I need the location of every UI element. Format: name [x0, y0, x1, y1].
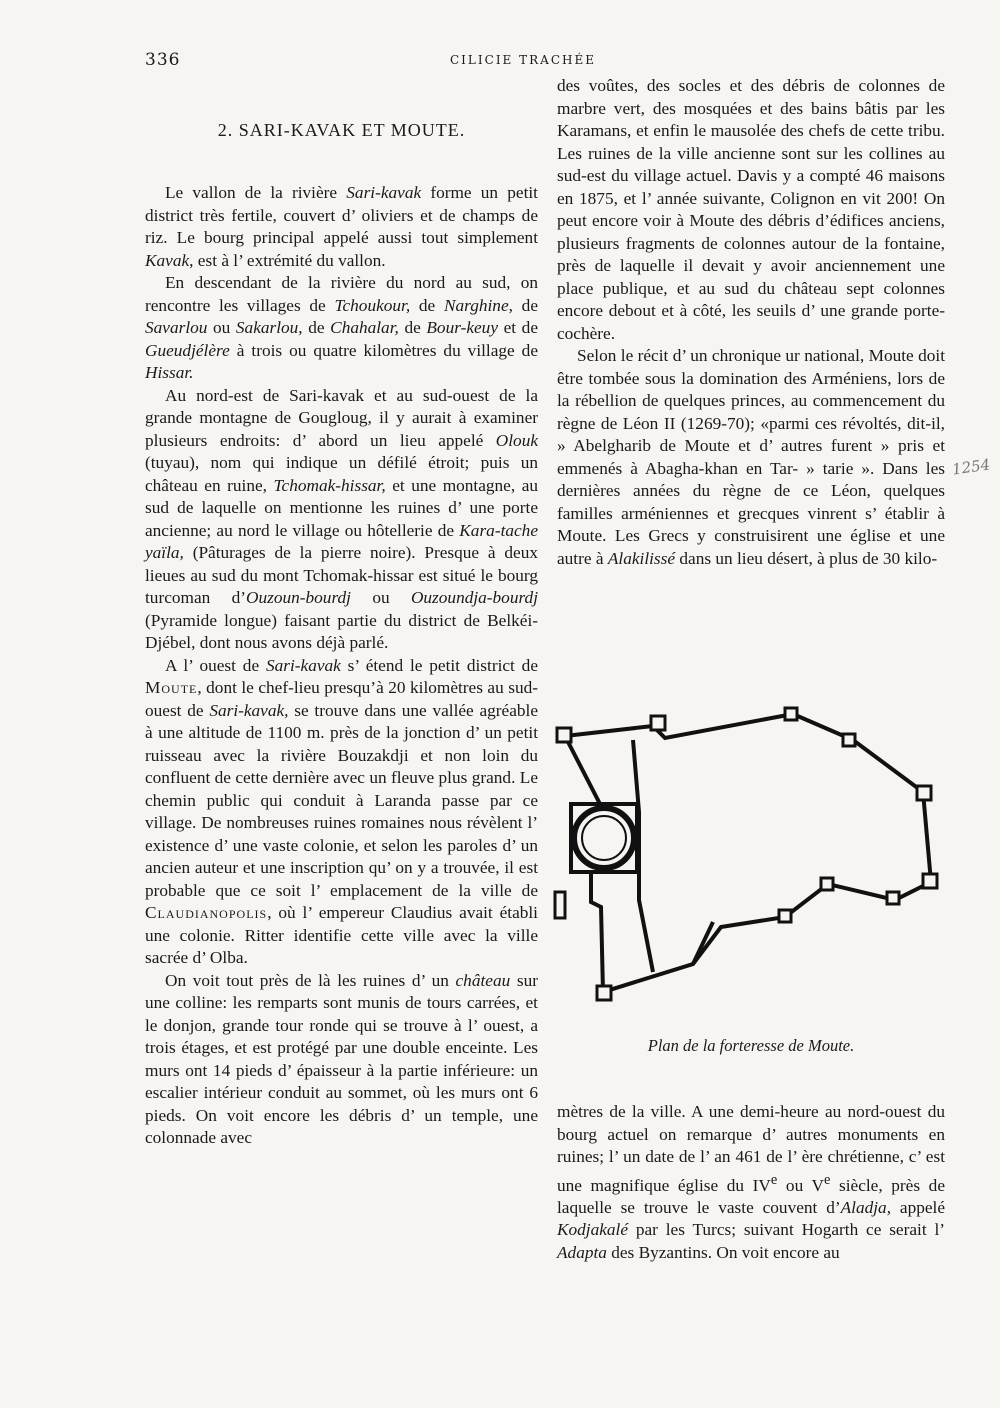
paragraph: A l’ ouest de Sari-kavak s’ étend le petit district de Moute, dont le chef-lieu presqu’à 20 kilomètres au sud-ouest de Sari-kavak, se trouve dans une vallée agréable à une altitude de 1100 m. près de la jonction d’ un petit ruisseau avec la rivière Bouzakdji et non loin du confluent de cette dernière avec un fleuve plus grand. Le chemin public qui conduit à Laranda passe par ce village. De nombreuses ruines romaines nous révèlent l’ existence d’ une vaste colonie, et selon les paroles d’ un ancien auteur et une inscription qu’ on y a trouvée, il est probable que ce soit l’ emplacement de la ville de Claudianopolis, où l’ empereur Claudius avait établi une colonie. Ritter identifie cette ville avec la ville sacrée d’ Olba.: [145, 655, 538, 967]
fortress-plan-figure: [553, 702, 945, 1018]
right-column-bottom: [557, 1101, 945, 1264]
tower: [557, 728, 571, 742]
tower: [779, 910, 791, 922]
handwritten-margin-note: 1254: [950, 455, 992, 479]
paragraph: des voûtes, des socles et des débris de colonnes de marbre vert, des mosquées et des bains bâtis par les Karamans, et enfin le mausolée des chefs de cette tribu. Les ruines de la ville ancienne sont sur les collines au sud-est du village actuel. Davis y a compté 46 maisons en 1875, et l’ année suivante, Colignon en vit 200! On peut encore voir à Moute des débris d’édifices anciens, plusieurs fragments de colonnes autour de la fontaine, près de laquelle il devait y avoir anciennement une place publique, et au sud du château sept colonnes encore debout et à côté, les seuils d’ une grande porte-cochère.: [557, 76, 945, 343]
tower: [887, 892, 899, 904]
page-number: 336: [145, 50, 181, 70]
running-head: CILICIE TRACHÉE: [450, 53, 596, 67]
paragraph: Au nord-est de Sari-kavak et au sud-ouest de la grande montagne de Gougloug, il y aurait à examiner plusieurs endroits: d’ abord un lieu appelé Olouk (tuyau), nom qui indique un défilé étroit; puis un château en ruine, Tchomak-hissar, et une montagne, au sud de laquelle on mentionne les ruines d’ une porte ancienne; au nord le village ou hôtellerie de Kara-tache yaïla, (Pâturages de la pierre noire). Presque à deux lieues au sud du mont Tchomak-hissar est situé le bourg turcoman d’Ouzoun-bourdj ou Ouzoundja-bourdj (Pyramide longue) faisant partie du district de Belkéi-Djébel, dont nous avons déjà parlé.: [145, 385, 538, 652]
tower: [923, 874, 937, 888]
tower: [917, 786, 931, 800]
paragraph: En descendant de la rivière du nord au sud, on rencontre les villages de Tchoukour, de Narghine, de Savarlou ou Sakarlou, de Chahalar, de Bour-keuy et de Gueudjélère à trois ou quatre kilomètres du village de Hissar.: [145, 273, 538, 382]
tower: [651, 716, 665, 730]
tower: [597, 986, 611, 1000]
paragraph: On voit tout près de là les ruines d’ un château sur une colline: les remparts sont munis de tours carrées, et le donjon, grande tour ronde qui se trouve à l’ ouest, a trois étages, et est protégé par une double enceinte. Les murs ont 14 pieds d’ épaisseur à la partie inférieure: un escalier intérieur conduit au sommet, où les murs ont 6 pieds. On voit encore les débris d’ un temple, une colonnade avec: [145, 970, 538, 1147]
paragraph: mètres de la ville. A une demi-heure au nord-ouest du bourg actuel on remarque d’ autres monuments en ruines; l’ un date de l’ an 461 de l’ ère chrétienne, c’ est une magnifique église du IVe ou Ve siècle, près de laquelle se trouve le vaste couvent d’Aladja, appelé Kodjakalé par les Turcs; suivant Hogarth ce serait l’ Adapta des Byzantins. On voit encore au: [557, 1102, 945, 1262]
paragraph: Le vallon de la rivière Sari-kavak forme un petit district très fertile, couvert d’ oliviers et de champs de riz. Le bourg principal appelé aussi tout simplement Kavak, est à l’ extrémité du vallon.: [145, 183, 538, 270]
section-title: 2. SARI-KAVAK ET MOUTE.: [217, 120, 466, 140]
donjon-round-tower: [571, 804, 637, 872]
left-column: [145, 182, 538, 1150]
paragraph: Selon le récit d’ un chronique ur national, Moute doit être tombée sous la domination des Arméniens, lors de la rébellion de quelques princes, au commencement du règne de Léon II (1269-70); «parmi ces révoltés, dit-il, » Abelgharib de Moute et d’ autres furent » pris et emmenés à Abagha-khan en Tar- » tarie ». Dans les dernières années du règne de ce Léon, quelques familles arméniennes et grecques vinrent s’ établir à Moute. Les Grecs y construisirent une église et une autre à Alakilissé dans un lieu désert, à plus de 30 kilo-: [557, 346, 945, 568]
tower: [555, 892, 565, 918]
tower: [843, 734, 855, 746]
right-column-top: [557, 75, 945, 570]
tower: [785, 708, 797, 720]
tower: [821, 878, 833, 890]
figure-caption: Plan de la forteresse de Moute.: [647, 1036, 855, 1055]
